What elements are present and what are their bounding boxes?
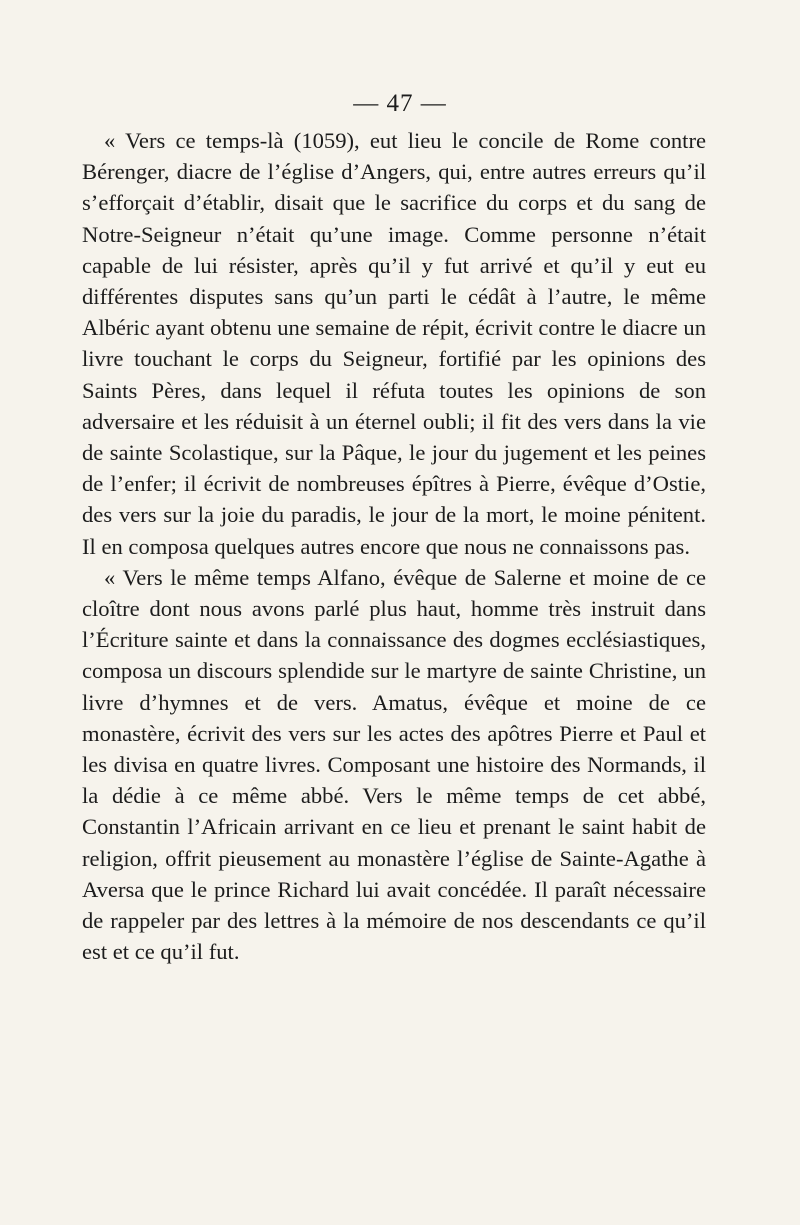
body-text <box>82 125 706 967</box>
paragraph-concile-de-rome: « Vers ce temps-là (1059), eut lieu le concile de Rome contre Bérenger, diacre de l’église d’Angers, qui, entre autres erreurs qu’il s’efforçait d’établir, disait que le sacrifice du corps et du sang de Notre-Seigneur n’était qu’une image. Comme personne n’était capable de lui résister, après qu’il y fut arrivé et qu’il y eut eu différentes disputes sans qu’un parti le cédât à l’autre, le même Albéric ayant obtenu une semaine de répit, écrivit contre le diacre un livre touchant le corps du Seigneur, fortifié par les opinions des Saints Pères, dans lequel il réfuta toutes les opinions de son adversaire et les réduisit à un éternel oubli; il fit des vers dans la vie de sainte Scolastique, sur la Pâque, le jour du jugement et les peines de l’enfer; il écrivit de nombreuses épîtres à Pierre, évêque d’Ostie, des vers sur la joie du paradis, le jour de la mort, le moine pénitent. Il en composa quelques autres encore que nous ne connaissons pas. <box>82 128 706 559</box>
page-number: — 47 — <box>353 90 447 117</box>
paragraph-alfano: « Vers le même temps Alfano, évêque de Salerne et moine de ce cloître dont nous avons parlé plus haut, homme très instruit dans l’Écriture sainte et dans la connaissance des dogmes ecclésiastiques, composa un discours splendide sur le martyre de sainte Christine, un livre d’hymnes et de vers. Amatus, évêque et moine de ce monastère, écrivit des vers sur les actes des apôtres Pierre et Paul et les divisa en quatre livres. Composant une histoire des Normands, il la dédie à ce même abbé. Vers le même temps de cet abbé, Constantin l’Africain arrivant en ce lieu et prenant le saint habit de religion, offrit pieusement au monastère l’église de Sainte-Agathe à Aversa que le prince Richard lui avait concédée. Il paraît nécessaire de rappeler par des lettres à la mémoire de nos descendants ce qu’il est et ce qu’il fut. <box>82 564 706 965</box>
